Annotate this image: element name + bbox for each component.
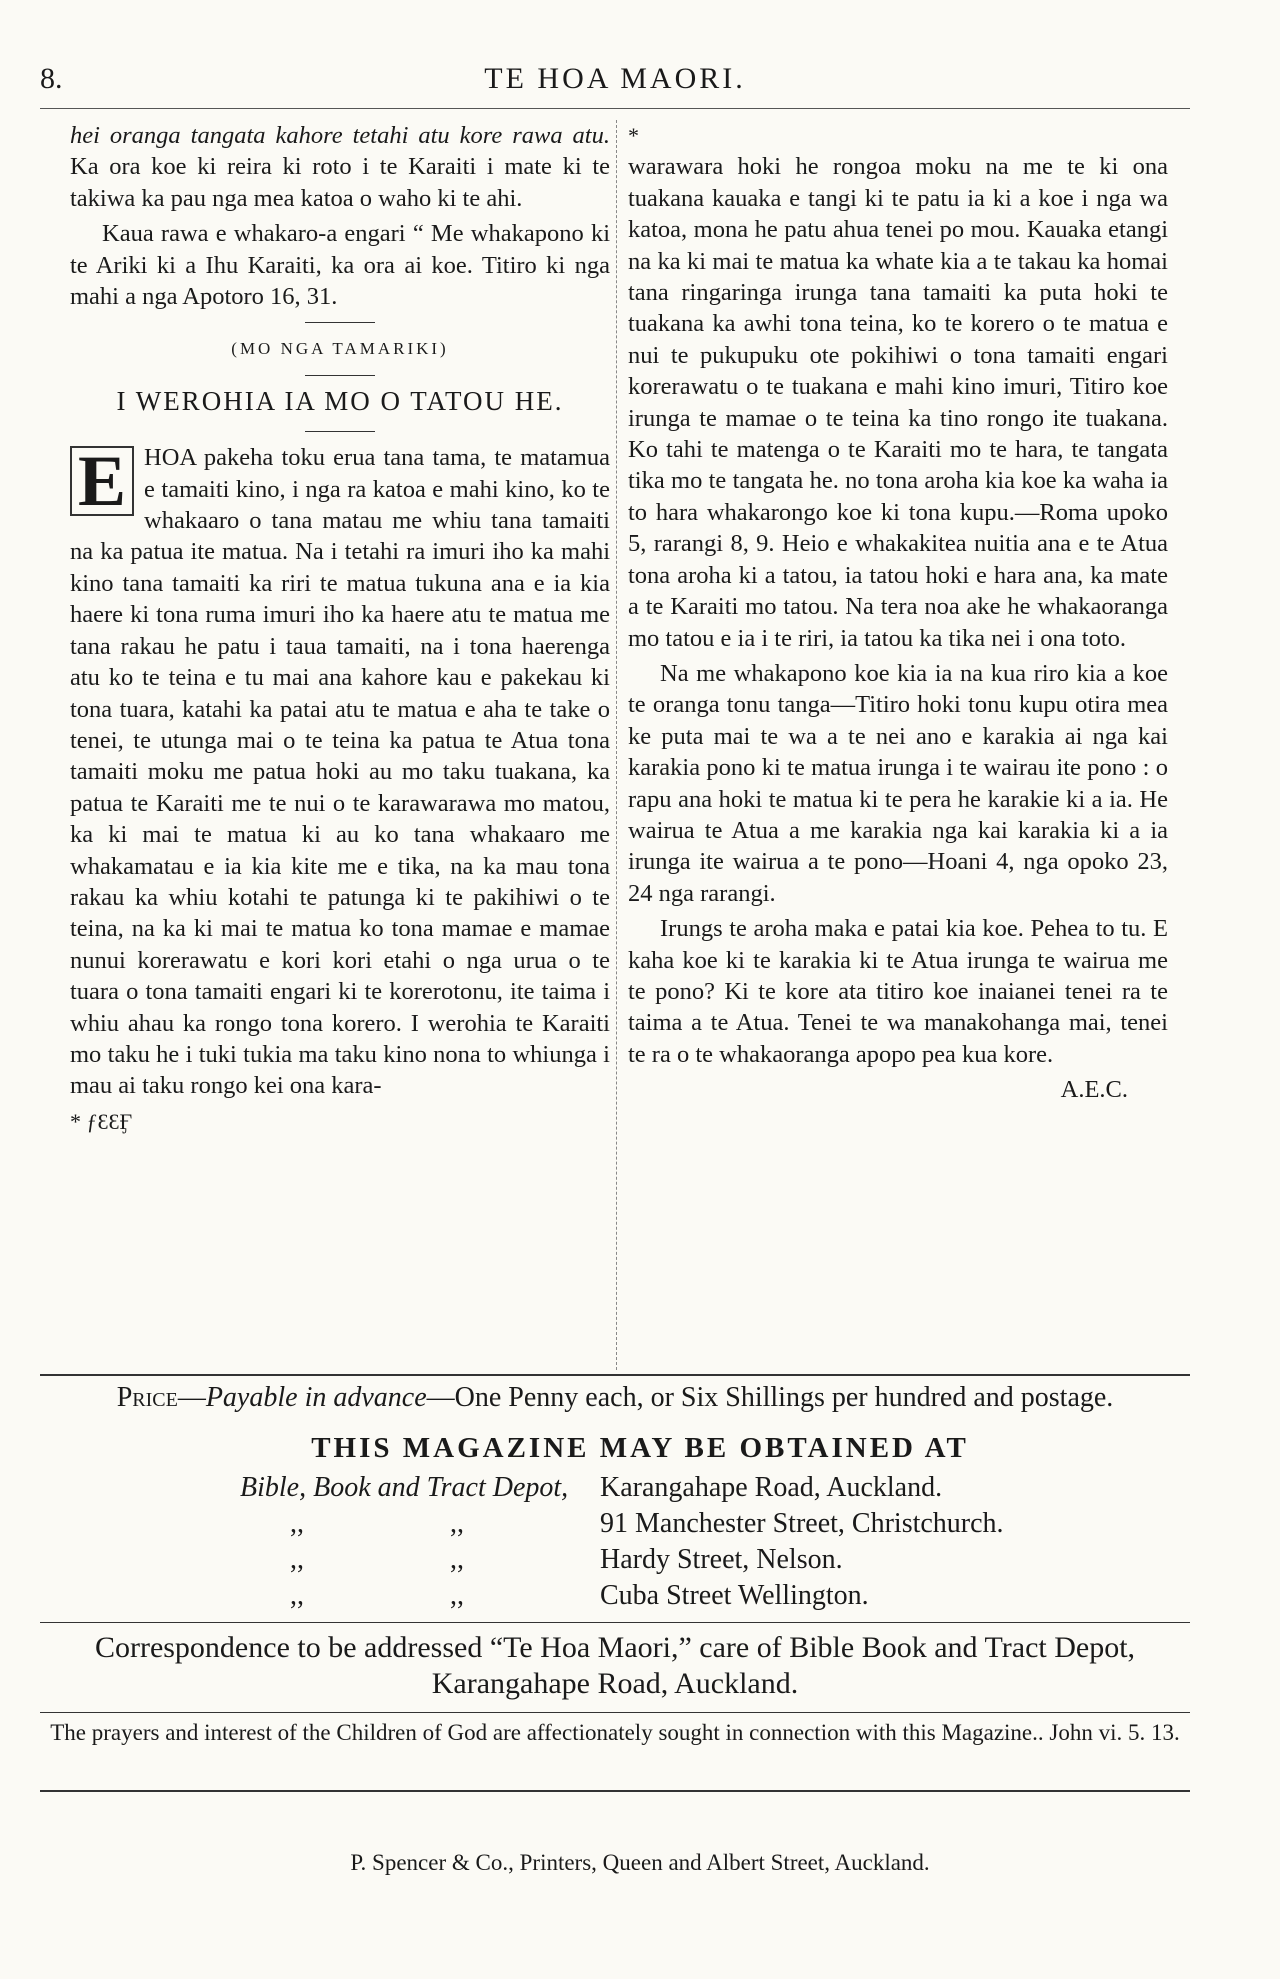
- prayer-note: The prayers and interest of the Children of God are affectionately sought in connection with this Magazine.. John vi. 5. 13.: [50, 1720, 1180, 1745]
- column-divider: [616, 120, 618, 1370]
- right-paragraph-1: warawara hoki he rongoa moku na me te ki ona tuakana kauaka e tangi ki te patu ia ki a koe i nga wa katoa, mona he patu ahua tenei po mou. Kauaka etangi na ka ki mai te matua ka whate kia a te takau ka homai tana ringaringa irunga tana tamaiti ka puta hoki te tuakana ka awhi tona teina, ko te korero o te matua e nui te pukupuku ote pokihiwi o tona tamaiti engari korerawatu o te tuakana e mahi kino imuri, Titiro koe irunga te mamae o te teina ka tino rongo ite tuakana. Ko tahi te matenga o te Karaiti mo te hara, te tangata tika mo te tangata he. no tona aroha kia koe ka waha ia to hara whakarongo koe ki tona kupu.—Roma upoko 5, rarangi 8, 9. Heio e whakakitea nuitia ana e te Atua tona aroha ki a tatou, ia tatou hoki e hara ana, ka mate a te Karaiti mo tatou. Na tera noa ake he whakaoranga mo tatou e ia i te riri, ia tatou ka tika nei i ona toto.: [628, 153, 1168, 652]
- depot-address: Hardy Street, Nelson.: [600, 1544, 843, 1575]
- correspondence-note: Correspondence to be addressed “Te Hoa Maori,” care of Bible Book and Tract Depot, Karangahape Road, Auckland.: [94, 1631, 1136, 1700]
- price-label: Price: [116, 1382, 178, 1413]
- article-body: [70, 442, 610, 1102]
- ditto-mark: ,,: [290, 1508, 304, 1539]
- ditto-mark: ,,: [450, 1580, 464, 1611]
- right-paragraph-3: Irungs te aroha maka e patai kia koe. Pehea to tu. E kaha koe ki te karakia ki te Atua irunga te wairua me te pono? Ki te kore ata titiro koe inaianei tenei ra te taima a te Atua. Tenei te wa manakohanga mai, tenei te ra o te whakaoranga apopo pea kua kore.: [628, 915, 1168, 1068]
- right-paragraph-2: Na me whakapono koe kia ia na kua riro kia a koe te oranga tonu tanga—Titiro hoki tonu kupu otira mea ke puta mai te wa a te nei ano e karakia ai nga kai karakia pono ki te matua irunga i te wairau ite pono : o rapu ana hoki te matua ki te pera he karakie ki a ia. He wairua te Atua a me karakia nga kai karakia ki a ia irunga ite wairua a te pono—Hoani 4, nga opoko 23, 24 nga rarangi.: [628, 659, 1168, 907]
- price-dash: —: [177, 1382, 206, 1413]
- left-paragraph-1: [70, 120, 610, 214]
- left-column: [70, 120, 610, 1137]
- right-column: [628, 120, 1168, 1106]
- ditto-mark: ,,: [290, 1544, 304, 1575]
- depot-address: 91 Manchester Street, Christchurch.: [600, 1508, 1004, 1539]
- short-rule: [305, 322, 375, 323]
- page-number: 8.: [40, 62, 63, 95]
- section-rule: [40, 1622, 1190, 1623]
- ditto-mark: ,,: [450, 1544, 464, 1575]
- signature: A.E.C.: [1060, 1076, 1128, 1104]
- left-p1-italic: hei oranga tangata kahore tetahi atu kore rawa atu.: [70, 122, 610, 149]
- page-header: [40, 58, 1190, 109]
- ditto-mark: ,,: [450, 1508, 464, 1539]
- signature-line: [628, 1074, 1168, 1105]
- depot-row: [180, 1472, 1180, 1508]
- section-rule: [40, 1374, 1190, 1376]
- article-heading: I WEROHIA IA MO O TATOU HE.: [116, 385, 564, 416]
- printer-imprint: P. Spencer & Co., Printers, Queen and Albert Street, Auckland.: [350, 1850, 930, 1875]
- left-paragraph-2: Kaua rawa e whakaro-a engari “ Me whakapono ki te Ariki ki a Ihu Karaiti, ka ora ai koe. Titiro ki nga mahi a nga Apotoro 16, 31.: [70, 220, 610, 311]
- short-rule: [305, 375, 375, 376]
- short-rule: [305, 431, 375, 432]
- depot-row: [180, 1544, 1180, 1580]
- column-end-mark: * ƒƐƐӺ: [70, 1108, 133, 1134]
- depot-row: [180, 1580, 1180, 1616]
- depot-address: Cuba Street Wellington.: [600, 1580, 869, 1611]
- depot-row: [180, 1508, 1180, 1544]
- price-line: [60, 1382, 1170, 1414]
- running-title: TE HOA MAORI.: [484, 62, 746, 95]
- section-subheading: (MO NGA TAMARIKI): [231, 339, 449, 359]
- article-body-text: HOA pakeha toku erua tana tama, te matamua e tamaiti kino, i nga ra katoa e mahi kino, ko te whakaaro o tana matau me whiu tana tamaiti na ka patua ite matua. Na i tetahi ra imuri iho ka mahi kino tana tamaiti ka riri te matua tukuna ana e ia kia haere ki tona ruma imuri iho ka haere atu te matua me tana rakau he patu i taua tamaiti, na i tona haerenga atu ko te teina e tu mai ana kahore kau e pakekau ki tona tuara, katahi ka patai atu te matua e aha te take o tenei, te utunga mai o te teina ka patua te Atua tona tamaiti moku me patua hoki au mo taku tuakana, ka patua te Karaiti me te nui o te karawarawa mo matou, ka ki mai te matua ki au ko tana whakaaro me whakamatau e ia kia kite me e tika, na ka mau tona rakau ka whiu kotahi te patunga ki te pakihiwi o te teina, na ka ki mai te matua ko tona mamae e mamae nunui korerawatu e kori kori etahi o nga urua o te tuara o tona tamaiti engari ki te korerotonu, ite taima i whiu ahau ka rongo tona korero. I werohia te Karaiti mo taku he i tuki tukia ma taku kino nona to whiunga i mau ai taku rongo kei ona kara-: [70, 444, 610, 1100]
- depot-name: Bible, Book and Tract Depot,: [240, 1472, 569, 1503]
- section-rule: [40, 1712, 1190, 1713]
- section-rule: [40, 1790, 1190, 1792]
- ditto-mark: ,,: [290, 1580, 304, 1611]
- availability-title: THIS MAGAZINE MAY BE OBTAINED AT: [311, 1432, 969, 1464]
- price-rest: —One Penny each, or Six Shillings per hundred and postage.: [426, 1382, 1114, 1413]
- left-p1-rest: Ka ora koe ki reira ki roto i te Karaiti i mate ki te takiwa ka pau nga mea katoa o waho ki te ahi.: [70, 153, 610, 212]
- depot-address: Karangahape Road, Auckland.: [600, 1472, 943, 1503]
- drop-cap: E: [70, 446, 134, 516]
- price-payable: Payable in advance: [205, 1382, 427, 1413]
- asterisk-mark: *: [628, 123, 639, 148]
